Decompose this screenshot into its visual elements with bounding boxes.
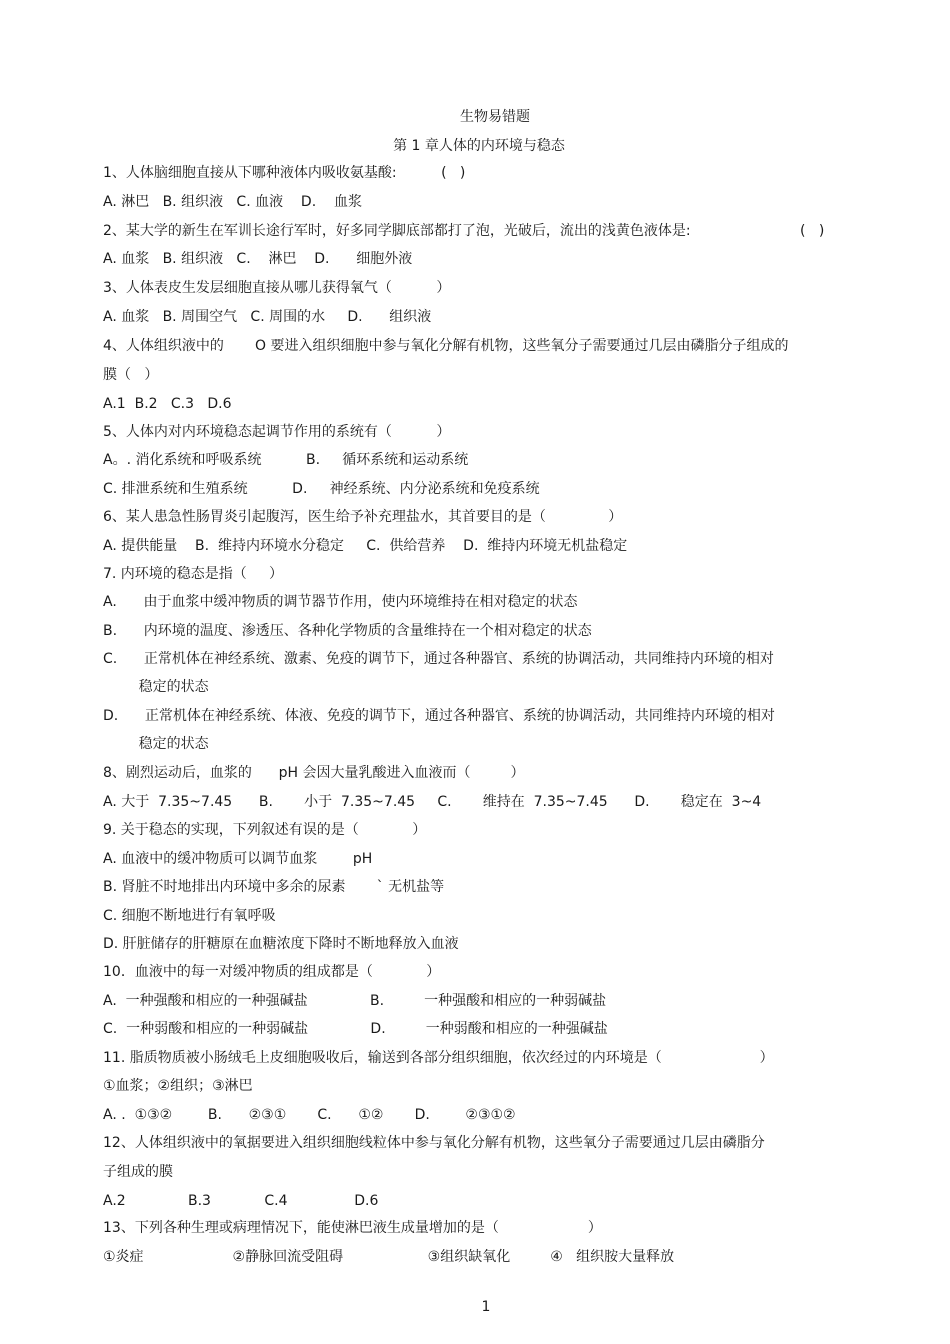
question-9-option-d: D. 肝脏储存的肝糖原在血糖浓度下降时不断地释放入血液 (103, 936, 459, 952)
question-7-option-c: C. 正常机体在神经系统、激素、免疫的调节下，通过各种器官、系统的协调活动，共同维持内环境的相对 (103, 651, 774, 667)
question-3: 3、人体表皮生发层细胞直接从哪儿获得氧气（ ） (103, 280, 451, 296)
question-2-paren: ( ) (800, 223, 825, 239)
question-4: 4、人体组织液中的 O 要进入组织细胞中参与氧化分解有机物，这些氧分子需要通过几层由磷脂分子组成的 (103, 338, 789, 354)
question-10-options-ab: A. 一种强酸和相应的一种强碱盐 B. 一种强酸和相应的一种弱碱盐 (103, 993, 607, 1009)
question-2: 2、某大学的新生在军训长途行军时，好多同学脚底部都打了泡，光破后，流出的浅黄色液体是: (103, 223, 691, 239)
question-11-options: A. . ①③② B. ②③① C. ①② D. ②③①② (103, 1107, 516, 1123)
question-7-option-a: A. 由于血浆中缓冲物质的调节器节作用，使内环境维持在相对稳定的状态 (103, 594, 578, 610)
question-9-option-b: B. 肾脏不时地排出内环境中多余的尿素 ` 无机盐等 (103, 879, 445, 895)
chapter-title: 第 1 章人体的内环境与稳态 (393, 138, 565, 154)
question-13-items: ①炎症 ②静脉回流受阻碍 ③组织缺氧化 ④ 组织胺大量释放 (103, 1249, 675, 1265)
question-4-options: A.1 B.2 C.3 D.6 (103, 396, 232, 412)
question-13: 13、下列各种生理或病理情况下，能使淋巴液生成量增加的是（ ） (103, 1220, 602, 1236)
question-1: 1、人体脑细胞直接从下哪种液体内吸收氨基酸: ( ) (103, 165, 466, 181)
page-number: 1 (481, 1299, 491, 1315)
question-7-option-d: D. 正常机体在神经系统、体液、免疫的调节下，通过各种器官、系统的协调活动，共同维持内环境的相对 (103, 708, 775, 724)
question-10: 10．血液中的每一对缓冲物质的组成都是（ ） (103, 964, 441, 980)
question-3-options: A. 血浆 B. 周围空气 C. 周围的水 D. 组织液 (103, 309, 432, 325)
question-11-items: ①血浆；②组织；③淋巴 (103, 1078, 253, 1094)
page-title: 生物易错题 (460, 109, 530, 125)
question-6-options: A. 提供能量 B. 维持内环境水分稳定 C. 供给营养 D. 维持内环境无机盐稳定 (103, 538, 628, 554)
question-5-options-ab: A。. 消化系统和呼吸系统 B. 循环系统和运动系统 (103, 452, 469, 468)
question-9-option-c: C. 细胞不断地进行有氧呼吸 (103, 908, 276, 924)
question-7: 7. 内环境的稳态是指（ ） (103, 566, 284, 582)
question-8: 8、剧烈运动后，血浆的 pH 会因大量乳酸进入血液而（ ） (103, 765, 525, 781)
question-2-options: A. 血浆 B. 组织液 C. 淋巴 D. 细胞外液 (103, 251, 413, 267)
question-7-option-c-cont: 稳定的状态 (103, 679, 209, 695)
question-9-option-a: A. 血液中的缓冲物质可以调节血浆 pH (103, 851, 373, 867)
question-1-options: A. 淋巴 B. 组织液 C. 血液 D. 血浆 (103, 194, 362, 210)
question-12: 12、人体组织液中的氧据要进入组织细胞线粒体中参与氧化分解有机物，这些氧分子需要通过几层由磷脂分 (103, 1135, 765, 1151)
question-10-options-cd: C. 一种弱酸和相应的一种弱碱盐 D. 一种弱酸和相应的一种强碱盐 (103, 1021, 608, 1037)
question-7-option-d-cont: 稳定的状态 (103, 736, 209, 752)
question-6: 6、某人患急性肠胃炎引起腹泻，医生给予补充理盐水，其首要目的是（ ） (103, 509, 623, 525)
question-5: 5、人体内对内环境稳态起调节作用的系统有（ ） (103, 424, 451, 440)
question-12-cont: 子组成的膜 (103, 1164, 173, 1180)
question-12-options: A.2 B.3 C.4 D.6 (103, 1193, 379, 1209)
question-5-options-cd: C. 排泄系统和生殖系统 D. 神经系统、内分泌系统和免疫系统 (103, 481, 540, 497)
question-7-option-b: B. 内环境的温度、渗透压、各种化学物质的含量维持在一个相对稳定的状态 (103, 623, 592, 639)
question-4-cont: 膜（ ） (103, 367, 159, 383)
question-11: 11. 脂质物质被小肠绒毛上皮细胞吸收后，输送到各部分组织细胞，依次经过的内环境是（ ） (103, 1050, 774, 1066)
question-9: 9. 关于稳态的实现，下列叙述有误的是（ ） (103, 822, 427, 838)
question-8-options: A. 大于 7.35~7.45 B. 小于 7.35~7.45 C. 维持在 7.35~7.45 D. 稳定在 3~4 (103, 794, 762, 810)
